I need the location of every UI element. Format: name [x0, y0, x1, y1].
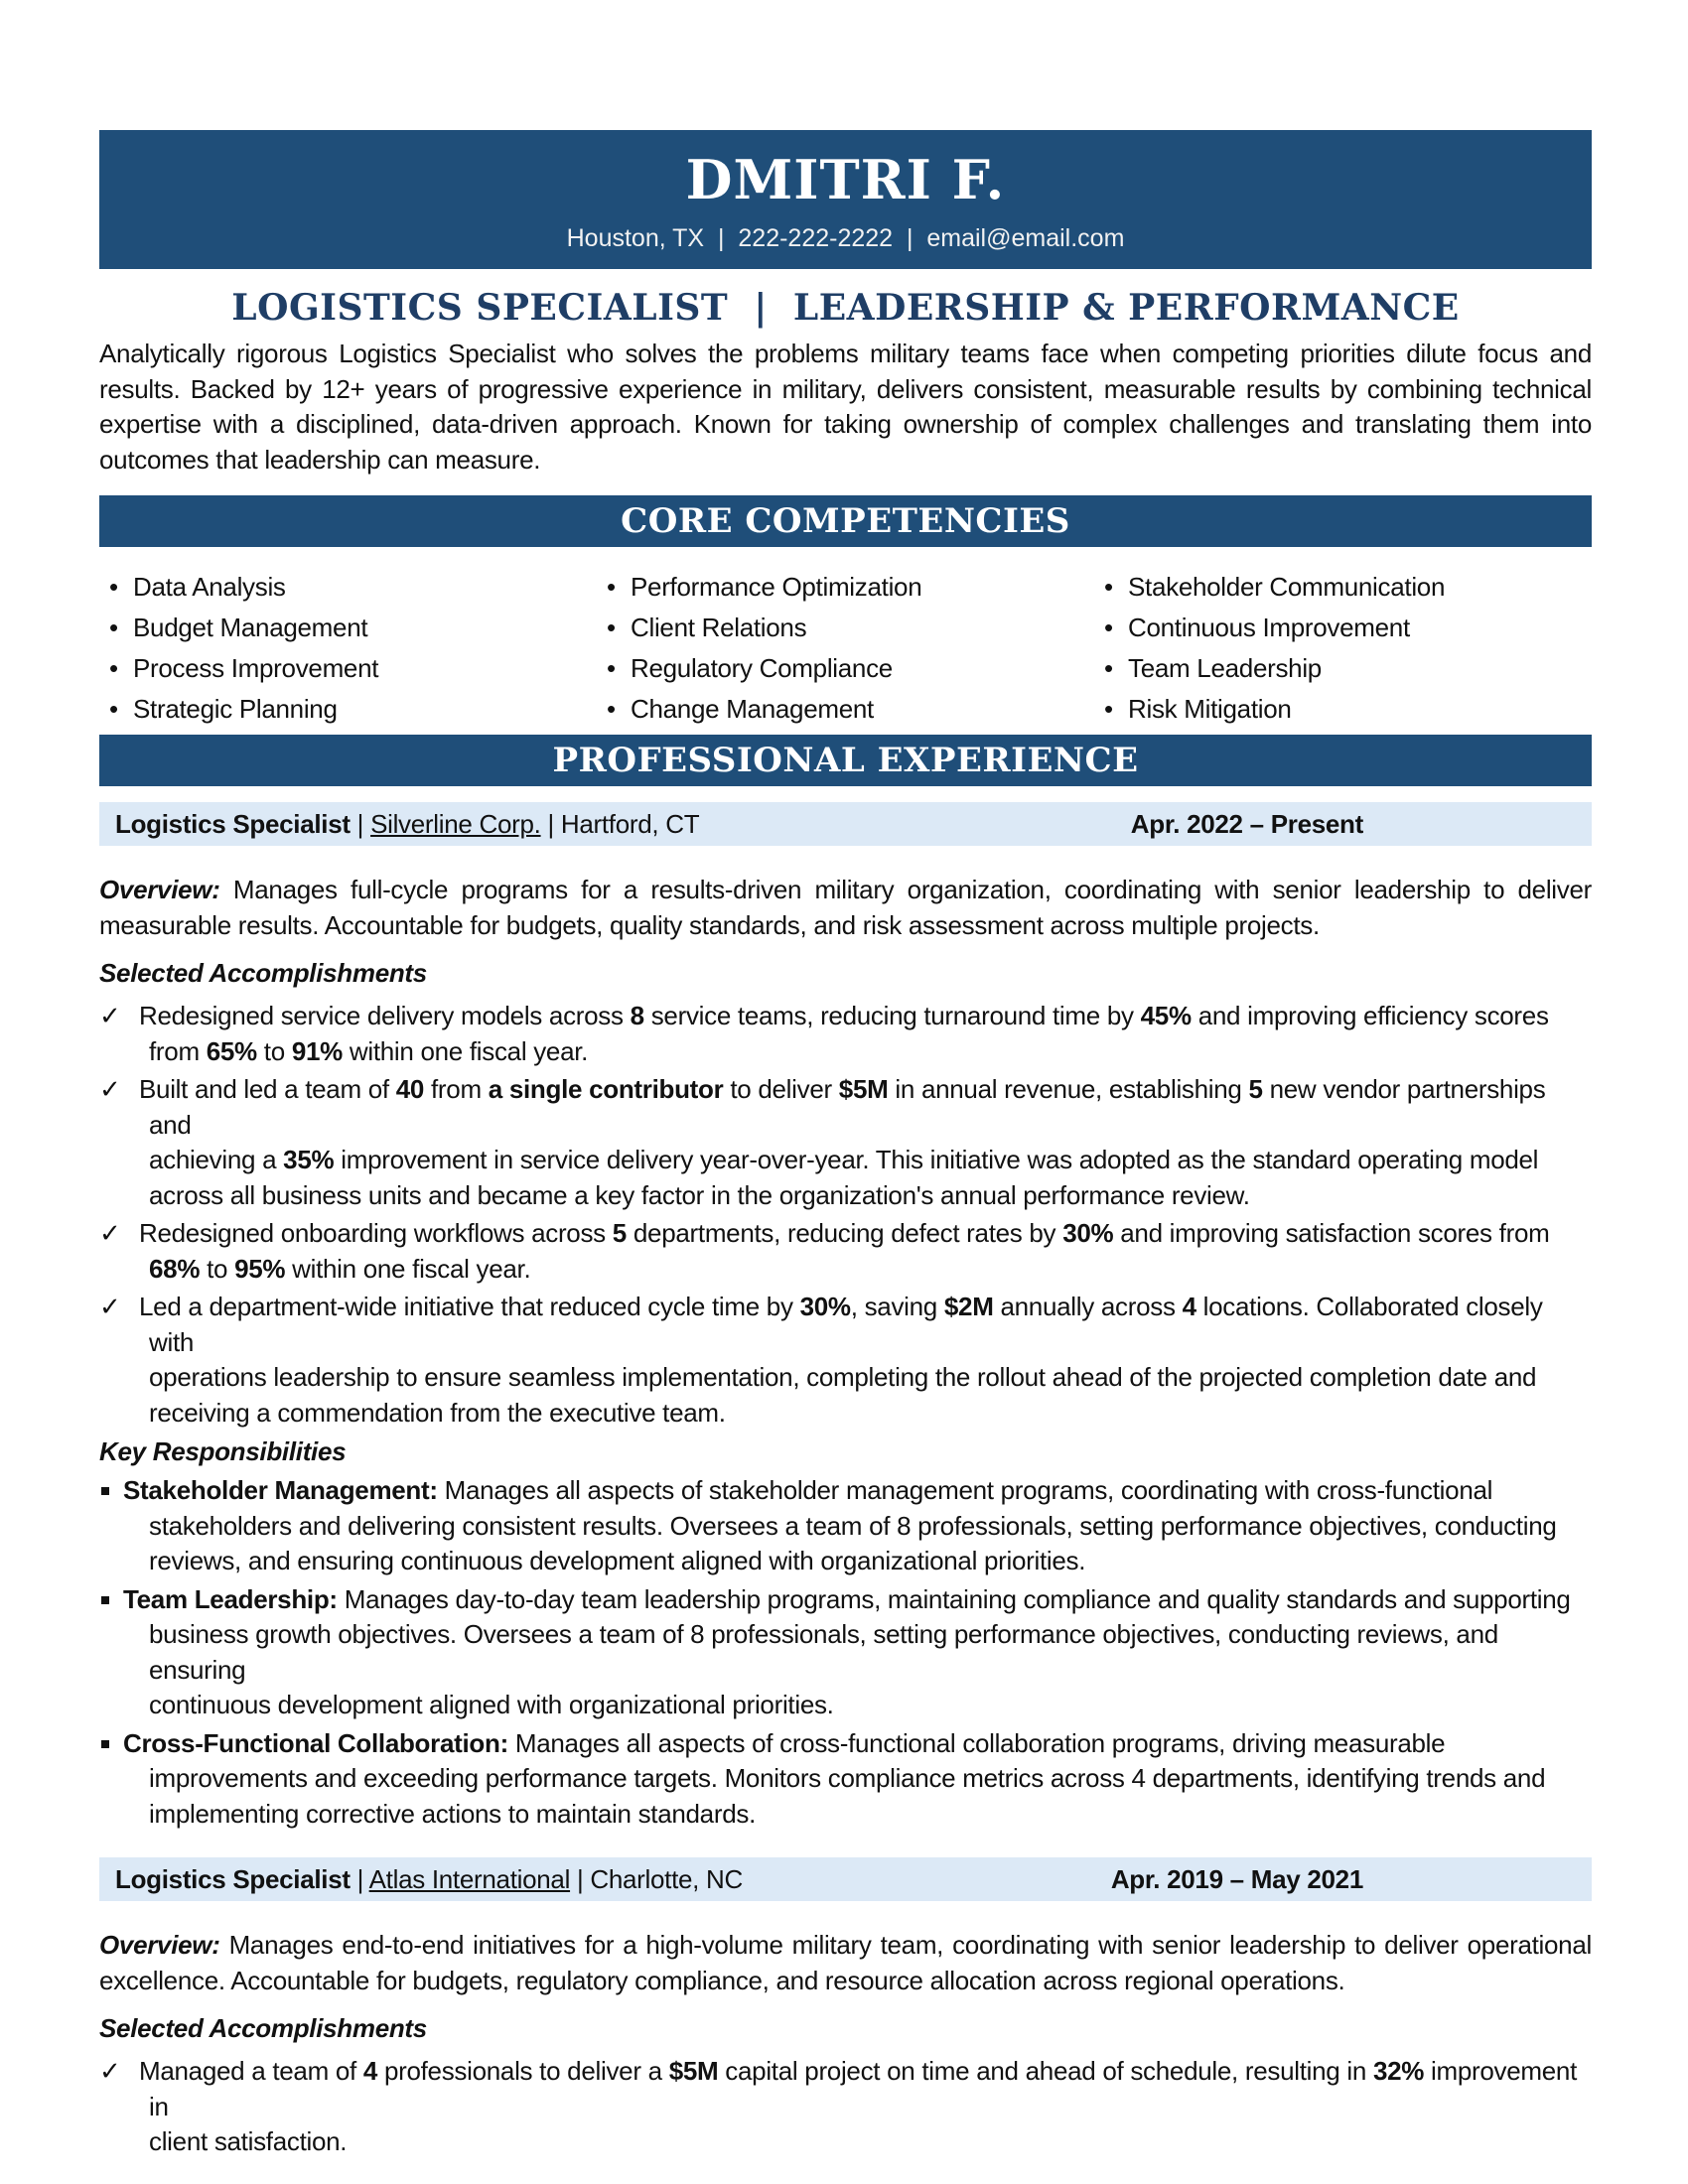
competency-item: • Client Relations: [597, 608, 1094, 648]
company-link[interactable]: Atlas International: [368, 1864, 571, 1894]
company-link[interactable]: Silverline Corp.: [370, 809, 541, 839]
competency-item: • Regulatory Compliance: [597, 648, 1094, 689]
square-bullet-icon: [101, 1487, 109, 1495]
job-overview: Overview: Manages full-cycle programs for a results-driven military organization, coordinating with senior leadership to deliver measurable results. Accountable for budgets, quality standards, and risk assessment across multiple projects.: [99, 875, 1592, 940]
resume-page: [99, 130, 1592, 2163]
bullet-icon: •: [1104, 653, 1113, 683]
accomplishment-item: [99, 1072, 1592, 1213]
overview-label: Overview:: [99, 1930, 220, 1960]
job-location: Charlotte, NC: [590, 1864, 743, 1894]
accomplishment-item: [99, 1290, 1592, 1431]
accomplishments-heading: Selected Accomplishments: [99, 2013, 427, 2043]
accomplishment-item: [99, 2054, 1592, 2160]
job-dates: Apr. 2022 – Present: [1130, 809, 1363, 839]
bullet-icon: •: [607, 694, 616, 724]
contact-line: Houston, TX | 222-222-2222 | email@email.com: [566, 224, 1125, 252]
accomplishments-list: [99, 999, 1592, 1431]
responsibility-item: [99, 1582, 1592, 1723]
section-title-competencies: CORE COMPETENCIES: [99, 495, 1592, 547]
job-title: Logistics Specialist: [115, 809, 351, 839]
item-text: Redesigned service delivery models across 8 service teams, reducing turnaround time by 45% and improving efficiency scores from 65% to 91% within one fiscal year.: [139, 1001, 1549, 1066]
bullet-icon: •: [607, 653, 616, 683]
bullet-icon: •: [1104, 694, 1113, 724]
accomplishments-heading: Selected Accomplishments: [99, 958, 427, 988]
bullet-icon: •: [607, 613, 616, 642]
competency-column: [597, 567, 1094, 731]
checkmark-icon: ✓: [99, 1001, 121, 1030]
responsibility-item: [99, 1726, 1592, 1833]
bullet-icon: •: [109, 613, 118, 642]
item-text: Cross-Functional Collaboration: Manages all aspects of cross-functional collaboration programs, driving measurable improvements and exceeding performance targets. Monitors compliance metrics across 4 departments, identifying trends and implementing corrective actions to maintain standards.: [123, 1727, 1546, 1829]
accomplishment-item: [99, 999, 1592, 1069]
responsibility-item: [99, 1473, 1592, 1579]
bullet-icon: •: [109, 694, 118, 724]
competency-item: • Risk Mitigation: [1094, 689, 1592, 730]
job-overview: Overview: Manages end-to-end initiatives for a high-volume military team, coordinating with senior leadership to deliver operational excellence. Accountable for budgets, regulatory compliance, and resource allocation across regional operations.: [99, 1930, 1592, 1995]
responsibilities-list: [99, 1473, 1592, 1832]
candidate-name: DMITRI F.: [685, 148, 1006, 211]
headline: LOGISTICS SPECIALIST | LEADERSHIP & PERFORMANCE: [231, 287, 1460, 329]
square-bullet-icon: [101, 1740, 109, 1748]
item-text: Stakeholder Management: Manages all aspects of stakeholder management programs, coordinating with cross-functional stakeholders and delivering consistent results. Oversees a team of 8 professionals, setting performance objectives, conducting reviews, and ensuring continuous development aligned with organizational priorities.: [123, 1475, 1557, 1575]
item-text: Led a department-wide initiative that reduced cycle time by 30%, saving $2M annually across 4 locations. Collaborated closely with operations leadership to ensure seamless implementation, completing the rollout ahead of the projected completion date and receiving a commendation from the executive team.: [139, 1292, 1543, 1428]
checkmark-icon: ✓: [99, 1074, 121, 1104]
item-text: Built and led a team of 40 from a single contributor to deliver $5M in annual revenue, establishing 5 new vendor partnerships and achieving a 35% improvement in service delivery year-over-year. This initiative was adopted as the standard operating model across all business units and became a key factor in the organization's annual performance review.: [139, 1074, 1546, 1210]
competency-item: • Strategic Planning: [99, 689, 597, 730]
accomplishment-item: [99, 1216, 1592, 1287]
accomplishments-list: [99, 2054, 1592, 2160]
competency-item: • Performance Optimization: [597, 567, 1094, 608]
competency-item: • Stakeholder Communication: [1094, 567, 1592, 608]
competency-item: • Data Analysis: [99, 567, 597, 608]
responsibilities-heading: Key Responsibilities: [99, 1436, 347, 1466]
checkmark-icon: ✓: [99, 2056, 121, 2086]
bullet-icon: •: [1104, 572, 1113, 602]
job-entry: [99, 1857, 1592, 2160]
section-title-experience: PROFESSIONAL EXPERIENCE: [99, 735, 1592, 786]
bullet-icon: •: [109, 653, 118, 683]
competency-column: [1094, 567, 1592, 731]
competency-item: • Budget Management: [99, 608, 597, 648]
item-text: Managed a team of 4 professionals to deliver a $5M capital project on time and ahead of schedule, resulting in 32% improvement in client satisfaction.: [139, 2056, 1577, 2156]
job-header: Logistics Specialist | Silverline Corp. | Hartford, CT Apr. 2022 – Present: [99, 802, 1592, 846]
bullet-icon: •: [607, 572, 616, 602]
checkmark-icon: ✓: [99, 1218, 121, 1248]
checkmark-icon: ✓: [99, 1292, 121, 1321]
competency-item: • Team Leadership: [1094, 648, 1592, 689]
competency-column: [99, 567, 597, 731]
job-location: Hartford, CT: [560, 809, 700, 839]
job-entry: [99, 802, 1592, 1832]
item-text: Redesigned onboarding workflows across 5 departments, reducing defect rates by 30% and improving satisfaction scores from 68% to 95% within one fiscal year.: [139, 1218, 1550, 1284]
professional-summary: Analytically rigorous Logistics Specialist who solves the problems military teams face when competing priorities dilute focus and results. Backed by 12+ years of progressive experience in military, delivers consistent, measurable results by combining technical expertise with a disciplined, data-driven approach. Known for taking ownership of complex challenges and translating them into outcomes that leadership can measure.: [99, 339, 1592, 475]
header-banner: [99, 130, 1592, 269]
bullet-icon: •: [109, 572, 118, 602]
job-title: Logistics Specialist: [115, 1864, 351, 1894]
overview-label: Overview:: [99, 875, 220, 904]
competency-item: • Change Management: [597, 689, 1094, 730]
job-dates: Apr. 2019 – May 2021: [1110, 1864, 1363, 1894]
bullet-icon: •: [1104, 613, 1113, 642]
competency-item: • Process Improvement: [99, 648, 597, 689]
job-header: Logistics Specialist | Atlas International | Charlotte, NC Apr. 2019 – May 2021: [99, 1857, 1592, 1901]
competency-item: • Continuous Improvement: [1094, 608, 1592, 648]
square-bullet-icon: [101, 1596, 109, 1604]
item-text: Team Leadership: Manages day-to-day team leadership programs, maintaining compliance and quality standards and supporting business growth objectives. Oversees a team of 8 professionals, setting performance objectives, conducting reviews, and ensuring continuous development aligned with organizational priorities.: [123, 1583, 1571, 1719]
competencies-grid: [99, 567, 1592, 731]
